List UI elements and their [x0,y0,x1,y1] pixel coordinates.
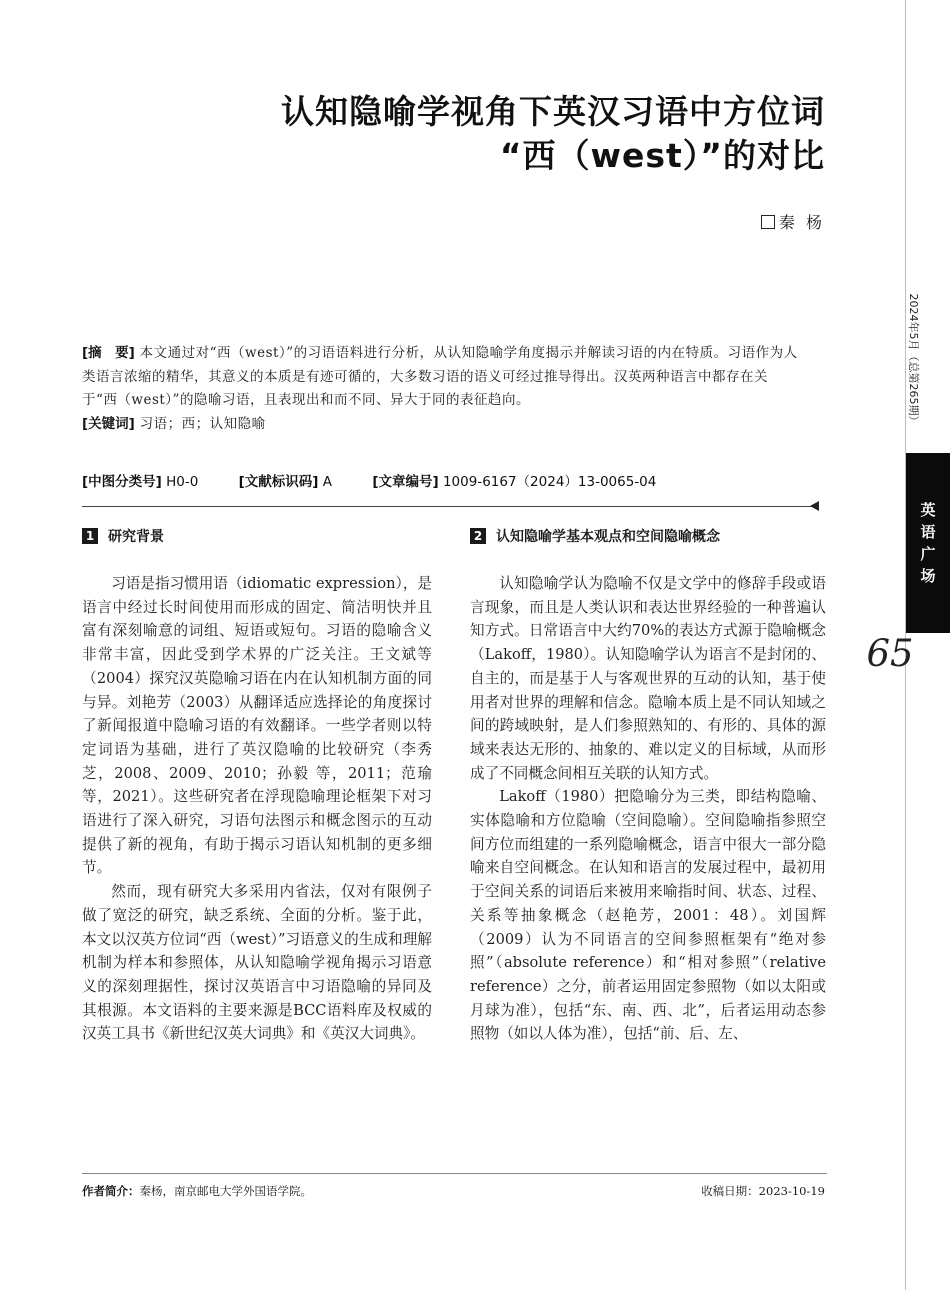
column-left [82,572,432,1046]
author-box-icon [761,215,775,229]
paragraph: Lakoff（1980）把隐喻分为三类，即结构隐喻、实体隐喻和方位隐喻（空间隐喻）。空间隐喻指参照空间方位而组建的一系列隐喻概念，语言中很大一部分隐喻来自空间概念。在认知和语言的发展过程中，最初用于空间关系的词语后来被用来喻指时间、状态、过程、关系等抽象概念（赵艳芳，2001：48）。刘国辉（2009）认为不同语言的空间参照框架有“绝对参照”（absolute reference）和“相对参照”（relative reference）之分，前者运用固定参照物（如以太阳或月球为准），包括“东、南、西、北”，后者运用动态参照物（如以人体为准），包括“前、后、左、 [470,788,826,1043]
title-line-2: “西（west）”的对比 [499,136,825,175]
issue-text: 2024年5月（总第265期） [907,293,920,427]
footer-rule [82,1173,827,1174]
article-label: [文章编号] [372,474,439,490]
section-number-1: 1 [82,528,98,544]
keywords-text: 习语；西；认知隐喻 [139,415,266,432]
classification-line [82,470,802,490]
section-tab-label: 英语广场 [920,501,936,585]
received-date: 收稿日期：2023-10-19 [701,1184,825,1198]
author-bio [82,1183,312,1199]
page-number: 65 [866,632,914,675]
keywords-label: [关键词] [82,415,135,432]
paragraph: 习语是指习惯用语（idiomatic expression），是语言中经过长时间使用而形成的固定、简洁明快并且富有深刻喻意的词组、短语或短句。习语的隐喻含义非常丰富，因此受到学术界的广泛关注。王文斌等（2004）探究汉英隐喻习语在内在认知机制方面的同与异。刘艳芳（2003）从翻译适应选择论的角度探讨了新闻报道中隐喻习语的有效翻译。一些学者则以特定词语为基础，进行了英汉隐喻的比较研究（李秀芝，2008、2009、2010；孙毅 等，2011；范瑜 等，2021）。这些研究者在浮现隐喻理论框架下对习语进行了深入研究，习语句法图示和概念图示的互动提供了新的视角，有助于揭示习语认知机制的更多细节。 [82,575,433,877]
abstract [82,342,802,413]
section-number-2: 2 [470,528,486,544]
paragraph: 然而，现有研究大多采用内省法，仅对有限例子做了宽泛的研究，缺乏系统、全面的分析。鉴于此，本文以汉英方位词“西（west）”习语意义的生成和理解机制为样本和参照体，从认知隐喻学视角揭示习语意义的深刻理据性，探讨汉英语言中习语隐喻的异同及其根源。本文语料的主要来源是BCC语料库及权威的汉英工具书《新世纪汉英大词典》和《英汉大词典》。 [82,883,432,1043]
abstract-block [82,342,802,436]
clc-label: [中图分类号] [82,474,162,490]
abstract-text: 本文通过对“西（west）”的习语语料进行分析，从认知隐喻学角度揭示并解读习语的内在特质。习语作为人类语言浓缩的精华，其意义的本质是有迹可循的，大多数习语的语义可经过推导得出。汉英两种语言中都存在关于“西（west）”的隐喻习语，且表现出和而不同、异大于同的表征趋向。 [82,345,798,408]
keywords [82,413,802,437]
title-line-1: 认知隐喻学视角下英汉习语中方位词 [281,92,825,131]
article-number [372,474,674,490]
section-title-1: 研究背景 [108,529,164,545]
arrow-left-icon [810,501,819,511]
section-heading-1 [82,526,164,546]
article-title [120,90,825,178]
abstract-label: [摘 要] [82,345,135,361]
author-bio-label: 作者简介： [82,1184,140,1198]
author-name: 秦 杨 [778,213,825,232]
doc-code [239,474,350,490]
issue-info [888,280,940,440]
column-right [470,572,826,1046]
author-bio-text: 秦杨，南京邮电大学外国语学院。 [139,1184,312,1198]
divider-rule [82,506,812,507]
clc-value: H0-0 [166,474,199,490]
clc-code [82,474,216,490]
section-heading-2 [470,526,720,546]
doc-label: [文献标识码] [238,474,319,490]
author-byline [620,210,825,233]
doc-value: A [322,474,333,490]
paragraph: 认知隐喻学认为隐喻不仅是文学中的修辞手段或语言现象，而且是人类认识和表达世界经验的一种普遍认知方式。日常语言中大约70%的表达方式源于隐喻概念（Lakoff，1980）。认知隐喻学认为语言不是封闭的、自主的，而是基于人与客观世界的互动的认知，基于使用者对世界的理解和信念。隐喻本质上是不同认知域之间的跨域映射，是人们参照熟知的、有形的、具体的源域来表达无形的、抽象的、难以定义的目标域，从而形成了不同概念间相互关联的认知方式。 [470,575,826,782]
section-tab [906,453,950,633]
article-value: 1009-6167（2024）13-0065-04 [442,474,657,490]
section-title-2: 认知隐喻学基本观点和空间隐喻概念 [496,529,720,545]
